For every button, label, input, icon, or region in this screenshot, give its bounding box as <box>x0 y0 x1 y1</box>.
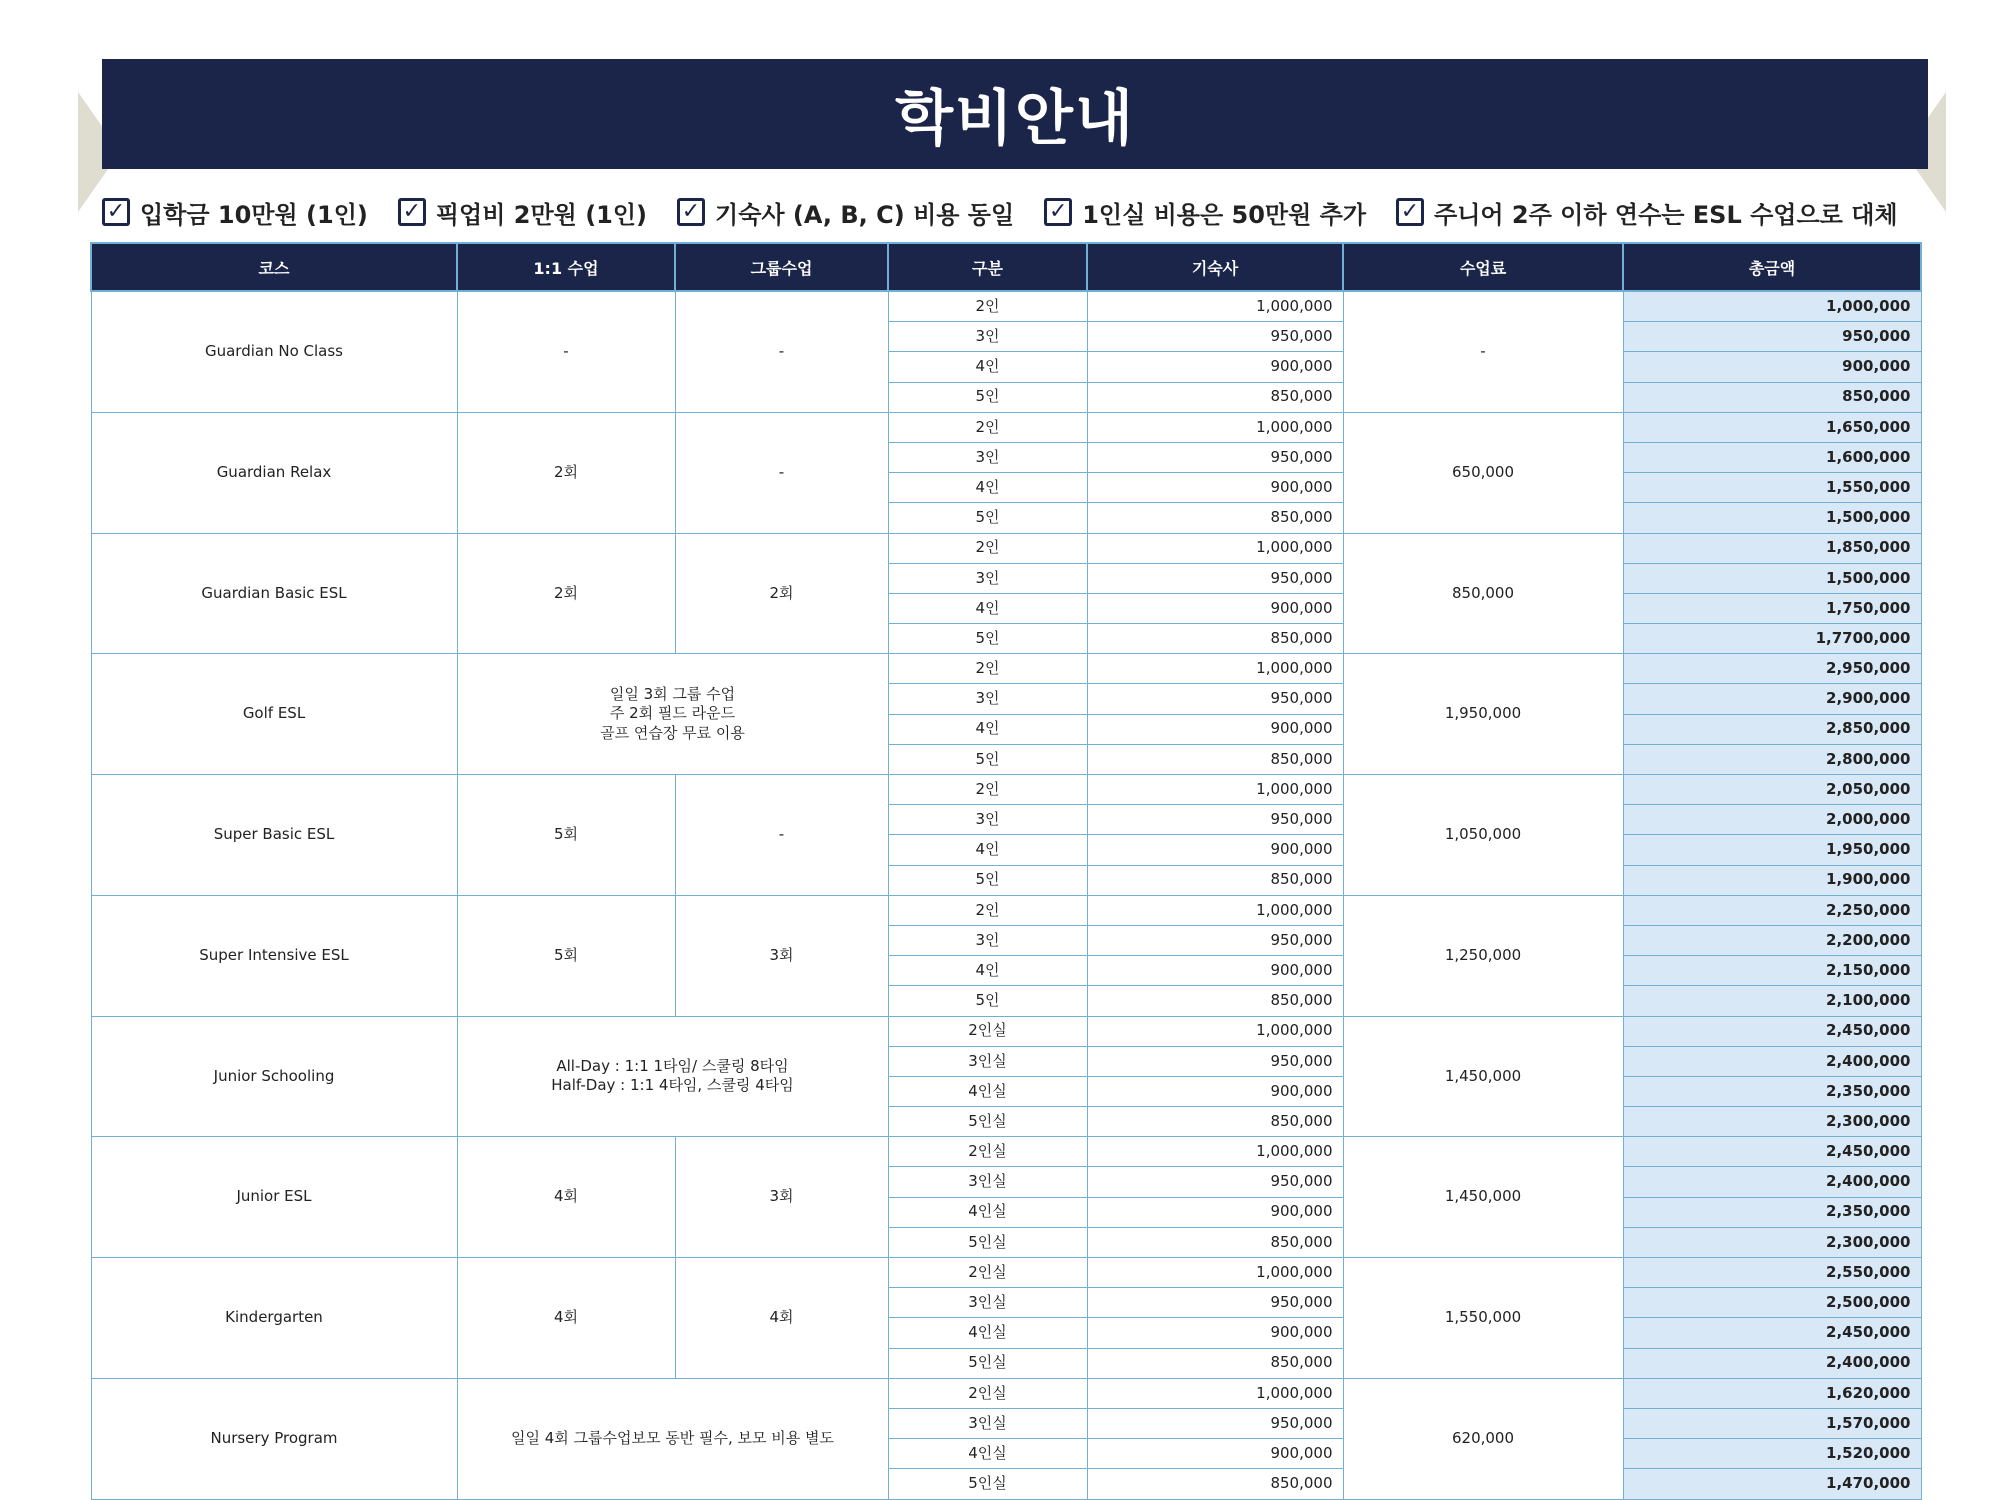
dormitory-fee-cell: 1,000,000 <box>1087 1137 1343 1167</box>
note-text: 입학금 10만원 (1인) <box>140 200 368 229</box>
total-amount-cell: 1,7700,000 <box>1623 624 1921 654</box>
total-amount-cell: 1,500,000 <box>1623 503 1921 533</box>
column-header: 코스 <box>91 243 457 291</box>
column-header: 구분 <box>888 243 1087 291</box>
column-header: 기숙사 <box>1087 243 1343 291</box>
room-type-cell: 3인실 <box>888 1046 1087 1076</box>
room-type-cell: 4인실 <box>888 1076 1087 1106</box>
dormitory-fee-cell: 900,000 <box>1087 714 1343 744</box>
dormitory-fee-cell: 850,000 <box>1087 503 1343 533</box>
table-row <box>91 291 1921 322</box>
column-header: 그룹수업 <box>675 243 888 291</box>
total-amount-cell: 1,600,000 <box>1623 442 1921 472</box>
checkbox-checked-icon: ✓ <box>398 198 426 226</box>
note-item <box>1396 195 1898 230</box>
dormitory-fee-cell: 1,000,000 <box>1087 533 1343 563</box>
room-type-cell: 2인실 <box>888 1378 1087 1408</box>
dormitory-fee-cell: 1,000,000 <box>1087 775 1343 805</box>
dormitory-fee-cell: 1,000,000 <box>1087 1258 1343 1288</box>
note-text: 주니어 2주 이하 연수는 ESL 수업으로 대체 <box>1434 200 1898 229</box>
description-line: 일일 3회 그룹 수업 <box>609 684 736 703</box>
table-row <box>91 412 1921 442</box>
room-type-cell: 2인 <box>888 412 1087 442</box>
description-line: 골프 연습장 무료 이용 <box>600 723 745 742</box>
total-amount-cell: 2,450,000 <box>1623 1318 1921 1348</box>
room-type-cell: 4인 <box>888 352 1087 382</box>
checkbox-checked-icon: ✓ <box>102 198 130 226</box>
room-type-cell: 5인 <box>888 744 1087 774</box>
total-amount-cell: 2,400,000 <box>1623 1167 1921 1197</box>
dormitory-fee-cell: 1,000,000 <box>1087 895 1343 925</box>
course-description-cell <box>457 654 888 775</box>
room-type-cell: 5인 <box>888 624 1087 654</box>
course-name-cell: Guardian No Class <box>91 291 457 412</box>
one-on-one-cell: 2회 <box>457 533 675 654</box>
dormitory-fee-cell: 1,000,000 <box>1087 291 1343 322</box>
note-text: 1인실 비용은 50만원 추가 <box>1082 200 1367 229</box>
room-type-cell: 2인실 <box>888 1258 1087 1288</box>
dormitory-fee-cell: 900,000 <box>1087 352 1343 382</box>
description-line: 주 2회 필드 라운드 <box>609 704 736 723</box>
total-amount-cell: 1,620,000 <box>1623 1378 1921 1408</box>
total-amount-cell: 1,000,000 <box>1623 291 1921 322</box>
total-amount-cell: 1,650,000 <box>1623 412 1921 442</box>
dormitory-fee-cell: 850,000 <box>1087 1107 1343 1137</box>
table-body <box>91 291 1921 1499</box>
total-amount-cell: 950,000 <box>1623 322 1921 352</box>
total-amount-cell: 2,350,000 <box>1623 1076 1921 1106</box>
total-amount-cell: 2,850,000 <box>1623 714 1921 744</box>
dormitory-fee-cell: 900,000 <box>1087 1197 1343 1227</box>
dormitory-fee-cell: 950,000 <box>1087 322 1343 352</box>
course-name-cell: Super Basic ESL <box>91 775 457 896</box>
note-item <box>677 195 1014 230</box>
course-name-cell: Guardian Basic ESL <box>91 533 457 654</box>
note-text: 픽업비 2만원 (1인) <box>435 200 648 229</box>
dormitory-fee-cell: 1,000,000 <box>1087 412 1343 442</box>
dormitory-fee-cell: 850,000 <box>1087 1348 1343 1378</box>
group-class-cell: - <box>675 775 888 896</box>
room-type-cell: 5인 <box>888 503 1087 533</box>
column-header: 총금액 <box>1623 243 1921 291</box>
room-type-cell: 5인실 <box>888 1469 1087 1499</box>
total-amount-cell: 850,000 <box>1623 382 1921 412</box>
description-line: Half-Day : 1:1 4타임, 스쿨링 4타임 <box>551 1076 794 1095</box>
tuition-cell: 1,950,000 <box>1343 654 1623 775</box>
column-header: 수업료 <box>1343 243 1623 291</box>
course-name-cell: Kindergarten <box>91 1258 457 1379</box>
total-amount-cell: 2,000,000 <box>1623 805 1921 835</box>
dormitory-fee-cell: 850,000 <box>1087 1227 1343 1257</box>
tuition-cell: 1,550,000 <box>1343 1258 1623 1379</box>
total-amount-cell: 2,400,000 <box>1623 1046 1921 1076</box>
dormitory-fee-cell: 950,000 <box>1087 1288 1343 1318</box>
total-amount-cell: 2,250,000 <box>1623 895 1921 925</box>
dormitory-fee-cell: 900,000 <box>1087 835 1343 865</box>
one-on-one-cell: 4회 <box>457 1258 675 1379</box>
dormitory-fee-cell: 950,000 <box>1087 684 1343 714</box>
dormitory-fee-cell: 1,000,000 <box>1087 1016 1343 1046</box>
table-row <box>91 1258 1921 1288</box>
total-amount-cell: 1,470,000 <box>1623 1469 1921 1499</box>
banner-bar <box>102 59 1928 169</box>
room-type-cell: 2인실 <box>888 1137 1087 1167</box>
checkbox-checked-icon: ✓ <box>1044 198 1072 226</box>
room-type-cell: 4인 <box>888 714 1087 744</box>
tuition-cell: 1,450,000 <box>1343 1137 1623 1258</box>
room-type-cell: 4인 <box>888 593 1087 623</box>
dormitory-fee-cell: 850,000 <box>1087 624 1343 654</box>
total-amount-cell: 2,450,000 <box>1623 1137 1921 1167</box>
dormitory-fee-cell: 900,000 <box>1087 1076 1343 1106</box>
total-amount-cell: 1,950,000 <box>1623 835 1921 865</box>
room-type-cell: 3인 <box>888 563 1087 593</box>
tuition-cell: 1,250,000 <box>1343 895 1623 1016</box>
total-amount-cell: 2,100,000 <box>1623 986 1921 1016</box>
dormitory-fee-cell: 1,000,000 <box>1087 1378 1343 1408</box>
course-description-cell <box>457 1016 888 1137</box>
checkbox-checked-icon: ✓ <box>1396 198 1424 226</box>
table-row <box>91 1378 1921 1408</box>
room-type-cell: 4인실 <box>888 1318 1087 1348</box>
total-amount-cell: 2,150,000 <box>1623 956 1921 986</box>
one-on-one-cell: 2회 <box>457 412 675 533</box>
room-type-cell: 3인 <box>888 442 1087 472</box>
total-amount-cell: 2,400,000 <box>1623 1348 1921 1378</box>
course-name-cell: Super Intensive ESL <box>91 895 457 1016</box>
table-header-row <box>91 243 1921 291</box>
dormitory-fee-cell: 900,000 <box>1087 956 1343 986</box>
table-row <box>91 654 1921 684</box>
total-amount-cell: 1,900,000 <box>1623 865 1921 895</box>
room-type-cell: 2인 <box>888 291 1087 322</box>
group-class-cell: 3회 <box>675 1137 888 1258</box>
room-type-cell: 4인 <box>888 956 1087 986</box>
tuition-cell: 620,000 <box>1343 1378 1623 1499</box>
room-type-cell: 5인실 <box>888 1348 1087 1378</box>
dormitory-fee-cell: 950,000 <box>1087 1408 1343 1438</box>
room-type-cell: 3인실 <box>888 1167 1087 1197</box>
dormitory-fee-cell: 900,000 <box>1087 593 1343 623</box>
total-amount-cell: 1,500,000 <box>1623 563 1921 593</box>
page-title: 학비안내 <box>895 84 1135 154</box>
table-row <box>91 533 1921 563</box>
dormitory-fee-cell: 900,000 <box>1087 1318 1343 1348</box>
room-type-cell: 4인 <box>888 835 1087 865</box>
tuition-cell: 650,000 <box>1343 412 1623 533</box>
column-header: 1:1 수업 <box>457 243 675 291</box>
total-amount-cell: 1,520,000 <box>1623 1439 1921 1469</box>
course-name-cell: Junior Schooling <box>91 1016 457 1137</box>
dormitory-fee-cell: 850,000 <box>1087 986 1343 1016</box>
total-amount-cell: 2,300,000 <box>1623 1227 1921 1257</box>
course-name-cell: Golf ESL <box>91 654 457 775</box>
group-class-cell: 3회 <box>675 895 888 1016</box>
note-item <box>102 195 368 230</box>
tuition-cell: 1,450,000 <box>1343 1016 1623 1137</box>
table-row <box>91 895 1921 925</box>
dormitory-fee-cell: 900,000 <box>1087 1439 1343 1469</box>
one-on-one-cell: 5회 <box>457 775 675 896</box>
room-type-cell: 5인 <box>888 986 1087 1016</box>
group-class-cell: - <box>675 412 888 533</box>
tuition-cell: 1,050,000 <box>1343 775 1623 896</box>
dormitory-fee-cell: 850,000 <box>1087 1469 1343 1499</box>
room-type-cell: 3인실 <box>888 1408 1087 1438</box>
total-amount-cell: 2,050,000 <box>1623 775 1921 805</box>
course-name-cell: Nursery Program <box>91 1378 457 1499</box>
room-type-cell: 5인 <box>888 382 1087 412</box>
tuition-cell: - <box>1343 291 1623 412</box>
total-amount-cell: 2,950,000 <box>1623 654 1921 684</box>
room-type-cell: 3인 <box>888 322 1087 352</box>
total-amount-cell: 1,570,000 <box>1623 1408 1921 1438</box>
total-amount-cell: 2,550,000 <box>1623 1258 1921 1288</box>
description-line: All-Day : 1:1 1타임/ 스쿨링 8타임 <box>556 1056 789 1075</box>
room-type-cell: 2인 <box>888 654 1087 684</box>
one-on-one-cell: 4회 <box>457 1137 675 1258</box>
tuition-table <box>90 242 1922 1500</box>
total-amount-cell: 2,300,000 <box>1623 1107 1921 1137</box>
total-amount-cell: 2,900,000 <box>1623 684 1921 714</box>
group-class-cell: 4회 <box>675 1258 888 1379</box>
dormitory-fee-cell: 950,000 <box>1087 563 1343 593</box>
dormitory-fee-cell: 950,000 <box>1087 442 1343 472</box>
description-line: 일일 4회 그룹수업보모 동반 필수, 보모 비용 별도 <box>511 1428 834 1447</box>
dormitory-fee-cell: 950,000 <box>1087 1046 1343 1076</box>
room-type-cell: 2인 <box>888 533 1087 563</box>
total-amount-cell: 2,200,000 <box>1623 925 1921 955</box>
room-type-cell: 3인 <box>888 925 1087 955</box>
group-class-cell: - <box>675 291 888 412</box>
title-banner <box>0 0 2000 200</box>
checkbox-checked-icon: ✓ <box>677 198 705 226</box>
room-type-cell: 2인실 <box>888 1016 1087 1046</box>
note-item <box>398 195 647 230</box>
total-amount-cell: 2,800,000 <box>1623 744 1921 774</box>
room-type-cell: 4인 <box>888 473 1087 503</box>
total-amount-cell: 1,850,000 <box>1623 533 1921 563</box>
room-type-cell: 3인실 <box>888 1288 1087 1318</box>
note-text: 기숙사 (A, B, C) 비용 동일 <box>715 200 1015 229</box>
tuition-cell: 850,000 <box>1343 533 1623 654</box>
room-type-cell: 5인실 <box>888 1227 1087 1257</box>
room-type-cell: 3인 <box>888 684 1087 714</box>
room-type-cell: 4인실 <box>888 1439 1087 1469</box>
notes-row <box>102 192 1928 232</box>
dormitory-fee-cell: 850,000 <box>1087 382 1343 412</box>
room-type-cell: 4인실 <box>888 1197 1087 1227</box>
dormitory-fee-cell: 850,000 <box>1087 744 1343 774</box>
dormitory-fee-cell: 850,000 <box>1087 865 1343 895</box>
course-name-cell: Junior ESL <box>91 1137 457 1258</box>
total-amount-cell: 2,450,000 <box>1623 1016 1921 1046</box>
dormitory-fee-cell: 950,000 <box>1087 925 1343 955</box>
dormitory-fee-cell: 1,000,000 <box>1087 654 1343 684</box>
total-amount-cell: 2,350,000 <box>1623 1197 1921 1227</box>
total-amount-cell: 1,750,000 <box>1623 593 1921 623</box>
one-on-one-cell: 5회 <box>457 895 675 1016</box>
dormitory-fee-cell: 950,000 <box>1087 1167 1343 1197</box>
total-amount-cell: 1,550,000 <box>1623 473 1921 503</box>
room-type-cell: 3인 <box>888 805 1087 835</box>
table-row <box>91 1137 1921 1167</box>
note-item <box>1044 195 1366 230</box>
room-type-cell: 5인실 <box>888 1107 1087 1137</box>
group-class-cell: 2회 <box>675 533 888 654</box>
table-row <box>91 1016 1921 1046</box>
total-amount-cell: 2,500,000 <box>1623 1288 1921 1318</box>
room-type-cell: 5인 <box>888 865 1087 895</box>
room-type-cell: 2인 <box>888 775 1087 805</box>
table-row <box>91 775 1921 805</box>
room-type-cell: 2인 <box>888 895 1087 925</box>
course-name-cell: Guardian Relax <box>91 412 457 533</box>
course-description-cell <box>457 1378 888 1499</box>
dormitory-fee-cell: 950,000 <box>1087 805 1343 835</box>
dormitory-fee-cell: 900,000 <box>1087 473 1343 503</box>
one-on-one-cell: - <box>457 291 675 412</box>
total-amount-cell: 900,000 <box>1623 352 1921 382</box>
